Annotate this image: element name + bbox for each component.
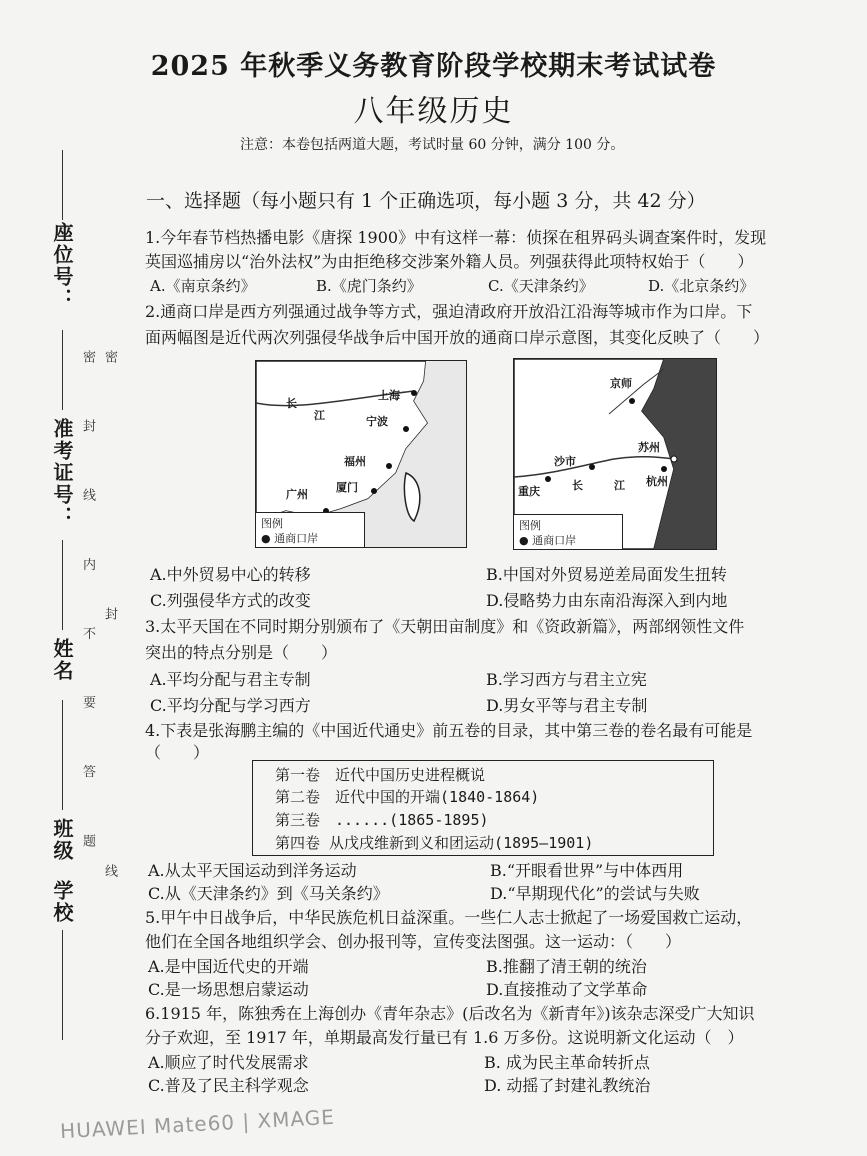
map1-legend-item: ● 通商口岸 [261, 532, 319, 545]
map1-river-1: 长 [286, 397, 297, 410]
q1-line-1: 1.今年春节档热播电影《唐探 1900》中有这样一幕：侦探在租界码头调查案件时，发现 [145, 228, 767, 247]
seat-label: 座位号： [50, 222, 74, 310]
map1-city-guangzhou: 广州 [286, 488, 308, 501]
q4-option-c[interactable]: C.从《天津条约》到《马关条约》 [148, 884, 389, 903]
q5-line-2: 他们在全国各地组织学会、创办报刊等，宣传变法图强。这一运动：（ ） [145, 932, 682, 951]
map2-city-hangzhou: 杭州 [646, 475, 668, 488]
q2-option-b[interactable]: B.中国对外贸易逆差局面发生扭转 [486, 565, 727, 584]
q4-option-a[interactable]: A.从太平天国运动到洋务运动 [148, 861, 357, 880]
school-label: 学校 [50, 880, 74, 924]
q6-option-c[interactable]: C.普及了民主科学观念 [148, 1076, 309, 1095]
toc-row-1: 第一卷 近代中国历史进程概说 [275, 766, 486, 784]
map1-legend-title: 图例 [261, 517, 283, 530]
treaty-port-map-1 [255, 360, 467, 548]
map2-city-chongqing: 重庆 [518, 485, 540, 498]
exam-title: 2025 年秋季义务教育阶段学校期末考试试卷 [150, 51, 717, 82]
side-line-3 [62, 540, 63, 630]
map2-river-1: 长 [572, 479, 583, 492]
q4-option-d[interactable]: D.“早期现代化”的尝试与失败 [490, 884, 700, 903]
q3-option-c[interactable]: C.平均分配与学习西方 [150, 696, 311, 715]
q3-line-2: 突出的特点分别是（ ） [145, 643, 338, 662]
side-line-1 [62, 150, 63, 220]
q6-option-b[interactable]: B. 成为民主革命转折点 [484, 1053, 650, 1072]
map1-city-xiamen: 厦门 [336, 481, 358, 494]
q6-line-2: 分子欢迎，至 1917 年，单期最高发行量已有 1.6 万多份。这说明新文化运动（ ） [145, 1028, 744, 1047]
toc-row-2: 第二卷 近代中国的开端(1840-1864) [275, 788, 540, 806]
name-label: 姓名 [50, 638, 74, 682]
map1-city-shanghai: 上海 [378, 389, 400, 402]
q6-option-a[interactable]: A.顺应了时代发展需求 [148, 1053, 309, 1072]
q1-line-2: 英国巡捕房以“治外法权”为由拒绝移交涉案外籍人员。列强获得此项特权始于（ ） [145, 252, 754, 271]
section-heading: 一、选择题（每小题只有 1 个正确选项，每小题 3 分，共 42 分） [146, 190, 706, 212]
q5-option-a[interactable]: A.是中国近代史的开端 [148, 957, 309, 976]
q4-option-b[interactable]: B.“开眼看世界”与中体西用 [490, 861, 684, 880]
map2-legend [514, 514, 623, 549]
q4-line-1: 4.下表是张海鹏主编的《中国近代通史》前五卷的目录，其中第三卷的卷名最有可能是 [145, 721, 753, 740]
q1-option-b[interactable]: B.《虎门条约》 [316, 277, 422, 295]
map2-river-2: 江 [614, 479, 625, 492]
camera-watermark: HUAWEI Mate60 | XMAGE [59, 1104, 336, 1144]
table-of-contents [252, 760, 714, 856]
side-line-5 [62, 930, 63, 1040]
q6-option-d[interactable]: D. 动摇了封建礼教统治 [484, 1076, 651, 1095]
map1-city-fuzhou: 福州 [344, 455, 366, 468]
map1-legend [256, 512, 365, 547]
map2-legend-title: 图例 [519, 519, 541, 532]
q5-option-b[interactable]: B.推翻了清王朝的统治 [486, 957, 647, 976]
map1-river-2: 江 [314, 409, 325, 422]
class-label: 班级 [50, 818, 74, 862]
map2-legend-item: ● 通商口岸 [519, 534, 577, 547]
side-line-4 [62, 700, 63, 810]
q5-line-1: 5.甲午中日战争后，中华民族危机日益深重。一些仁人志士掀起了一场爱国救亡运动， [145, 908, 753, 927]
q1-option-c[interactable]: C.《天津条约》 [488, 277, 594, 295]
map2-city-suzhou: 苏州 [638, 441, 660, 454]
q1-option-a[interactable]: A.《南京条约》 [150, 277, 256, 295]
q5-option-d[interactable]: D.直接推动了文学革命 [486, 980, 648, 999]
q4-line-2: （ ） [145, 743, 210, 762]
toc-row-3: 第三卷 ......(1865-1895) [275, 811, 489, 829]
toc-row-4: 第四卷 从戊戌维新到义和团运动(1895—1901) [275, 834, 594, 852]
exam-note: 注意：本卷包括两道大题，考试时量 60 分钟，满分 100 分。 [240, 137, 625, 153]
seal-text-2: 密 封 线 [102, 350, 117, 998]
q2-option-d[interactable]: D.侵略势力由东南沿海深入到内地 [486, 591, 728, 610]
q3-option-d[interactable]: D.男女平等与君主专制 [486, 696, 648, 715]
q2-option-c[interactable]: C.列强侵华方式的改变 [150, 591, 311, 610]
q3-option-a[interactable]: A.平均分配与君主专制 [150, 670, 311, 689]
q5-option-c[interactable]: C.是一场思想启蒙运动 [148, 980, 309, 999]
treaty-port-map-2 [513, 358, 717, 550]
q2-option-a[interactable]: A.中外贸易中心的转移 [150, 565, 311, 584]
q2-line-2: 面两幅图是近代两次列强侵华战争后中国开放的通商口岸示意图，其变化反映了（ ） [145, 328, 770, 347]
map1-city-ningbo: 宁波 [366, 415, 388, 428]
q1-option-d[interactable]: D.《北京条约》 [648, 277, 755, 295]
exam-no-label: 准考证号： [50, 418, 74, 528]
q3-line-1: 3.太平天国在不同时期分别颁布了《天朝田亩制度》和《资政新篇》，两部纲领性文件 [145, 617, 745, 636]
map2-city-shashi: 沙市 [554, 455, 576, 468]
q3-option-b[interactable]: B.学习西方与君主立宪 [486, 670, 647, 689]
exam-subtitle: 八年级历史 [353, 94, 514, 129]
q2-line-1: 2.通商口岸是西方列强通过战争等方式，强迫清政府开放沿江沿海等城市作为口岸。下 [145, 302, 753, 321]
q6-line-1: 6.1915 年，陈独秀在上海创办《青年杂志》(后改名为《新青年》)该杂志深受广大知识 [145, 1004, 755, 1023]
seal-text-1: 密 封 线 内 不 要 答 题 [80, 350, 95, 873]
side-line-2 [62, 330, 63, 410]
map2-city-jingshi: 京师 [610, 377, 632, 390]
